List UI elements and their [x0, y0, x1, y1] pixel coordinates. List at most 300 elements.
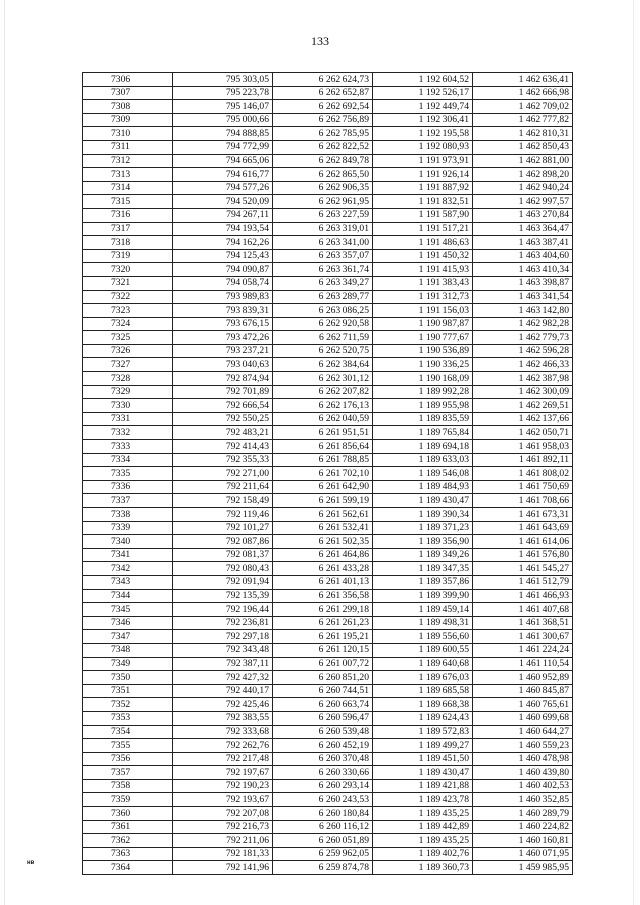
table-row	[83, 657, 573, 671]
x-coordinate-cell: 792 207,08	[173, 807, 273, 821]
x2-coordinate-cell: 1 189 349,26	[373, 548, 473, 562]
table-row	[83, 181, 573, 195]
y2-coordinate-cell: 1 461 576,80	[473, 548, 573, 562]
x2-coordinate-cell: 1 189 668,38	[373, 698, 473, 712]
x2-coordinate-cell: 1 189 633,03	[373, 453, 473, 467]
y-coordinate-cell: 6 262 849,78	[273, 154, 373, 168]
point-number-cell: 7314	[83, 181, 173, 195]
table-row	[83, 86, 573, 100]
point-number-cell: 7313	[83, 168, 173, 182]
y-coordinate-cell: 6 260 243,53	[273, 793, 373, 807]
table-row	[83, 562, 573, 576]
x-coordinate-cell: 792 333,68	[173, 725, 273, 739]
y2-coordinate-cell: 1 462 137,66	[473, 412, 573, 426]
y2-coordinate-cell: 1 461 643,69	[473, 521, 573, 535]
y2-coordinate-cell: 1 462 881,00	[473, 154, 573, 168]
y2-coordinate-cell: 1 461 708,66	[473, 494, 573, 508]
y2-coordinate-cell: 1 462 982,28	[473, 317, 573, 331]
point-number-cell: 7362	[83, 834, 173, 848]
point-number-cell: 7306	[83, 73, 173, 87]
x2-coordinate-cell: 1 190 777,67	[373, 331, 473, 345]
point-number-cell: 7312	[83, 154, 173, 168]
table-row	[83, 304, 573, 318]
table-row	[83, 616, 573, 630]
y2-coordinate-cell: 1 461 407,68	[473, 603, 573, 617]
x-coordinate-cell: 792 425,46	[173, 698, 273, 712]
table-row	[83, 344, 573, 358]
table-row	[83, 480, 573, 494]
point-number-cell: 7364	[83, 861, 173, 875]
x2-coordinate-cell: 1 189 430,47	[373, 766, 473, 780]
table-row	[83, 575, 573, 589]
x2-coordinate-cell: 1 189 546,08	[373, 467, 473, 481]
x2-coordinate-cell: 1 189 423,78	[373, 793, 473, 807]
point-number-cell: 7348	[83, 643, 173, 657]
x2-coordinate-cell: 1 189 676,03	[373, 671, 473, 685]
y2-coordinate-cell: 1 460 352,85	[473, 793, 573, 807]
y-coordinate-cell: 6 262 822,52	[273, 140, 373, 154]
y2-coordinate-cell: 1 463 410,34	[473, 263, 573, 277]
y-coordinate-cell: 6 260 180,84	[273, 807, 373, 821]
y2-coordinate-cell: 1 462 050,71	[473, 426, 573, 440]
x-coordinate-cell: 792 874,94	[173, 372, 273, 386]
x2-coordinate-cell: 1 189 357,86	[373, 575, 473, 589]
y-coordinate-cell: 6 261 562,61	[273, 508, 373, 522]
table-row	[83, 711, 573, 725]
x-coordinate-cell: 792 383,55	[173, 711, 273, 725]
y-coordinate-cell: 6 262 652,87	[273, 86, 373, 100]
y2-coordinate-cell: 1 460 845,87	[473, 684, 573, 698]
point-number-cell: 7354	[83, 725, 173, 739]
x2-coordinate-cell: 1 191 926,14	[373, 168, 473, 182]
footer-mark: нв	[27, 860, 35, 866]
x-coordinate-cell: 792 211,06	[173, 834, 273, 848]
x-coordinate-cell: 792 387,11	[173, 657, 273, 671]
x2-coordinate-cell: 1 191 587,90	[373, 208, 473, 222]
y2-coordinate-cell: 1 463 364,47	[473, 222, 573, 236]
point-number-cell: 7324	[83, 317, 173, 331]
y-coordinate-cell: 6 261 433,28	[273, 562, 373, 576]
x2-coordinate-cell: 1 191 832,51	[373, 195, 473, 209]
table-row	[83, 358, 573, 372]
point-number-cell: 7326	[83, 344, 173, 358]
y-coordinate-cell: 6 263 227,59	[273, 208, 373, 222]
table-row	[83, 426, 573, 440]
y-coordinate-cell: 6 262 711,59	[273, 331, 373, 345]
x2-coordinate-cell: 1 189 640,68	[373, 657, 473, 671]
x2-coordinate-cell: 1 189 955,98	[373, 399, 473, 413]
y2-coordinate-cell: 1 460 160,81	[473, 834, 573, 848]
y-coordinate-cell: 6 263 341,00	[273, 236, 373, 250]
y-coordinate-cell: 6 263 349,27	[273, 276, 373, 290]
table-row	[83, 208, 573, 222]
x-coordinate-cell: 792 343,48	[173, 643, 273, 657]
x-coordinate-cell: 792 211,64	[173, 480, 273, 494]
table-row	[83, 236, 573, 250]
table-row	[83, 766, 573, 780]
y2-coordinate-cell: 1 461 368,51	[473, 616, 573, 630]
point-number-cell: 7307	[83, 86, 173, 100]
page-right-edge	[633, 0, 634, 905]
y2-coordinate-cell: 1 460 439,80	[473, 766, 573, 780]
y2-coordinate-cell: 1 460 559,23	[473, 739, 573, 753]
x2-coordinate-cell: 1 192 449,74	[373, 100, 473, 114]
y2-coordinate-cell: 1 462 810,31	[473, 127, 573, 141]
y2-coordinate-cell: 1 460 478,98	[473, 752, 573, 766]
point-number-cell: 7347	[83, 630, 173, 644]
x-coordinate-cell: 795 223,78	[173, 86, 273, 100]
x-coordinate-cell: 794 577,26	[173, 181, 273, 195]
y2-coordinate-cell: 1 459 985,95	[473, 861, 573, 875]
x-coordinate-cell: 793 676,15	[173, 317, 273, 331]
x-coordinate-cell: 792 701,89	[173, 385, 273, 399]
table-row	[83, 412, 573, 426]
x-coordinate-cell: 792 217,48	[173, 752, 273, 766]
y-coordinate-cell: 6 261 120,15	[273, 643, 373, 657]
x2-coordinate-cell: 1 191 156,03	[373, 304, 473, 318]
x-coordinate-cell: 792 297,18	[173, 630, 273, 644]
point-number-cell: 7359	[83, 793, 173, 807]
point-number-cell: 7357	[83, 766, 173, 780]
table-row	[83, 630, 573, 644]
y-coordinate-cell: 6 262 756,89	[273, 113, 373, 127]
y-coordinate-cell: 6 262 624,73	[273, 73, 373, 87]
table-row	[83, 793, 573, 807]
y-coordinate-cell: 6 263 086,25	[273, 304, 373, 318]
x-coordinate-cell: 792 158,49	[173, 494, 273, 508]
x-coordinate-cell: 792 550,25	[173, 412, 273, 426]
table-row	[83, 643, 573, 657]
point-number-cell: 7363	[83, 847, 173, 861]
point-number-cell: 7340	[83, 535, 173, 549]
x2-coordinate-cell: 1 189 451,50	[373, 752, 473, 766]
point-number-cell: 7341	[83, 548, 173, 562]
x2-coordinate-cell: 1 189 390,34	[373, 508, 473, 522]
y2-coordinate-cell: 1 460 224,82	[473, 820, 573, 834]
x-coordinate-cell: 792 135,39	[173, 589, 273, 603]
point-number-cell: 7330	[83, 399, 173, 413]
x-coordinate-cell: 795 303,05	[173, 73, 273, 87]
y2-coordinate-cell: 1 460 644,27	[473, 725, 573, 739]
table-row	[83, 671, 573, 685]
x-coordinate-cell: 792 197,67	[173, 766, 273, 780]
x2-coordinate-cell: 1 189 499,27	[373, 739, 473, 753]
x2-coordinate-cell: 1 189 356,90	[373, 535, 473, 549]
x2-coordinate-cell: 1 192 306,41	[373, 113, 473, 127]
x2-coordinate-cell: 1 189 992,28	[373, 385, 473, 399]
x2-coordinate-cell: 1 189 624,43	[373, 711, 473, 725]
table-row	[83, 834, 573, 848]
y-coordinate-cell: 6 260 330,66	[273, 766, 373, 780]
x-coordinate-cell: 792 483,21	[173, 426, 273, 440]
point-number-cell: 7351	[83, 684, 173, 698]
x2-coordinate-cell: 1 189 399,90	[373, 589, 473, 603]
x-coordinate-cell: 795 000,66	[173, 113, 273, 127]
x2-coordinate-cell: 1 191 973,91	[373, 154, 473, 168]
y2-coordinate-cell: 1 461 750,69	[473, 480, 573, 494]
table-row	[83, 725, 573, 739]
point-number-cell: 7346	[83, 616, 173, 630]
y2-coordinate-cell: 1 460 071,95	[473, 847, 573, 861]
point-number-cell: 7332	[83, 426, 173, 440]
x2-coordinate-cell: 1 191 312,73	[373, 290, 473, 304]
y-coordinate-cell: 6 259 962,05	[273, 847, 373, 861]
table-row	[83, 684, 573, 698]
y-coordinate-cell: 6 261 299,18	[273, 603, 373, 617]
table-row	[83, 779, 573, 793]
y2-coordinate-cell: 1 463 270,84	[473, 208, 573, 222]
point-number-cell: 7360	[83, 807, 173, 821]
x-coordinate-cell: 792 193,67	[173, 793, 273, 807]
y2-coordinate-cell: 1 463 142,80	[473, 304, 573, 318]
x2-coordinate-cell: 1 191 383,43	[373, 276, 473, 290]
x2-coordinate-cell: 1 189 459,14	[373, 603, 473, 617]
page-number: 133	[311, 34, 329, 48]
x2-coordinate-cell: 1 191 450,32	[373, 249, 473, 263]
point-number-cell: 7309	[83, 113, 173, 127]
y-coordinate-cell: 6 263 319,01	[273, 222, 373, 236]
point-number-cell: 7325	[83, 331, 173, 345]
table-row	[83, 263, 573, 277]
point-number-cell: 7321	[83, 276, 173, 290]
x2-coordinate-cell: 1 190 168,09	[373, 372, 473, 386]
x-coordinate-cell: 795 146,07	[173, 100, 273, 114]
point-number-cell: 7308	[83, 100, 173, 114]
y-coordinate-cell: 6 261 702,10	[273, 467, 373, 481]
y-coordinate-cell: 6 259 874,78	[273, 861, 373, 875]
point-number-cell: 7358	[83, 779, 173, 793]
y2-coordinate-cell: 1 462 269,51	[473, 399, 573, 413]
point-number-cell: 7328	[83, 372, 173, 386]
x-coordinate-cell: 792 196,44	[173, 603, 273, 617]
x2-coordinate-cell: 1 189 694,18	[373, 440, 473, 454]
x-coordinate-cell: 792 101,27	[173, 521, 273, 535]
table-row	[83, 113, 573, 127]
x2-coordinate-cell: 1 189 430,47	[373, 494, 473, 508]
x2-coordinate-cell: 1 189 572,83	[373, 725, 473, 739]
y-coordinate-cell: 6 263 289,77	[273, 290, 373, 304]
point-number-cell: 7319	[83, 249, 173, 263]
x-coordinate-cell: 793 839,31	[173, 304, 273, 318]
point-number-cell: 7334	[83, 453, 173, 467]
point-number-cell: 7329	[83, 385, 173, 399]
x2-coordinate-cell: 1 189 402,76	[373, 847, 473, 861]
point-number-cell: 7315	[83, 195, 173, 209]
x2-coordinate-cell: 1 189 835,59	[373, 412, 473, 426]
x-coordinate-cell: 792 414,43	[173, 440, 273, 454]
table-row	[83, 739, 573, 753]
y2-coordinate-cell: 1 461 892,11	[473, 453, 573, 467]
table-row	[83, 807, 573, 821]
y-coordinate-cell: 6 260 851,20	[273, 671, 373, 685]
x-coordinate-cell: 794 125,43	[173, 249, 273, 263]
table-row	[83, 140, 573, 154]
point-number-cell: 7331	[83, 412, 173, 426]
x-coordinate-cell: 794 665,06	[173, 154, 273, 168]
point-number-cell: 7311	[83, 140, 173, 154]
y2-coordinate-cell: 1 462 777,82	[473, 113, 573, 127]
y2-coordinate-cell: 1 460 699,68	[473, 711, 573, 725]
table-row	[83, 385, 573, 399]
table-row	[83, 290, 573, 304]
y-coordinate-cell: 6 261 788,85	[273, 453, 373, 467]
x2-coordinate-cell: 1 192 195,58	[373, 127, 473, 141]
y-coordinate-cell: 6 262 692,54	[273, 100, 373, 114]
x2-coordinate-cell: 1 189 371,23	[373, 521, 473, 535]
point-number-cell: 7339	[83, 521, 173, 535]
y-coordinate-cell: 6 262 961,95	[273, 195, 373, 209]
y-coordinate-cell: 6 261 856,64	[273, 440, 373, 454]
table-row	[83, 317, 573, 331]
y-coordinate-cell: 6 262 384,64	[273, 358, 373, 372]
x-coordinate-cell: 794 616,77	[173, 168, 273, 182]
point-number-cell: 7323	[83, 304, 173, 318]
x-coordinate-cell: 792 081,37	[173, 548, 273, 562]
table-row	[83, 195, 573, 209]
point-number-cell: 7356	[83, 752, 173, 766]
y-coordinate-cell: 6 262 785,95	[273, 127, 373, 141]
y2-coordinate-cell: 1 460 952,89	[473, 671, 573, 685]
point-number-cell: 7353	[83, 711, 173, 725]
y-coordinate-cell: 6 261 261,23	[273, 616, 373, 630]
point-number-cell: 7316	[83, 208, 173, 222]
coordinates-table-body	[83, 73, 573, 875]
x2-coordinate-cell: 1 189 360,73	[373, 861, 473, 875]
y-coordinate-cell: 6 261 951,51	[273, 426, 373, 440]
y-coordinate-cell: 6 260 663,74	[273, 698, 373, 712]
x-coordinate-cell: 792 236,81	[173, 616, 273, 630]
x-coordinate-cell: 793 040,63	[173, 358, 273, 372]
point-number-cell: 7336	[83, 480, 173, 494]
table-row	[83, 100, 573, 114]
x-coordinate-cell: 793 989,83	[173, 290, 273, 304]
y-coordinate-cell: 6 260 452,19	[273, 739, 373, 753]
x-coordinate-cell: 792 141,96	[173, 861, 273, 875]
x-coordinate-cell: 792 271,00	[173, 467, 273, 481]
table-row	[83, 603, 573, 617]
y-coordinate-cell: 6 261 007,72	[273, 657, 373, 671]
point-number-cell: 7349	[83, 657, 173, 671]
y2-coordinate-cell: 1 460 402,53	[473, 779, 573, 793]
x2-coordinate-cell: 1 191 517,21	[373, 222, 473, 236]
point-number-cell: 7338	[83, 508, 173, 522]
x-coordinate-cell: 794 888,85	[173, 127, 273, 141]
x-coordinate-cell: 792 190,23	[173, 779, 273, 793]
y-coordinate-cell: 6 260 596,47	[273, 711, 373, 725]
x-coordinate-cell: 792 440,17	[173, 684, 273, 698]
point-number-cell: 7322	[83, 290, 173, 304]
y-coordinate-cell: 6 261 502,35	[273, 535, 373, 549]
point-number-cell: 7352	[83, 698, 173, 712]
x-coordinate-cell: 792 181,33	[173, 847, 273, 861]
y2-coordinate-cell: 1 461 224,24	[473, 643, 573, 657]
x-coordinate-cell: 792 427,32	[173, 671, 273, 685]
table-row	[83, 399, 573, 413]
x-coordinate-cell: 793 237,21	[173, 344, 273, 358]
x-coordinate-cell: 794 162,26	[173, 236, 273, 250]
y2-coordinate-cell: 1 462 466,33	[473, 358, 573, 372]
x-coordinate-cell: 794 520,09	[173, 195, 273, 209]
y2-coordinate-cell: 1 463 404,60	[473, 249, 573, 263]
table-row	[83, 222, 573, 236]
y2-coordinate-cell: 1 462 779,73	[473, 331, 573, 345]
x2-coordinate-cell: 1 192 080,93	[373, 140, 473, 154]
table-row	[83, 589, 573, 603]
table-row	[83, 535, 573, 549]
x-coordinate-cell: 792 216,73	[173, 820, 273, 834]
point-number-cell: 7344	[83, 589, 173, 603]
y-coordinate-cell: 6 262 040,59	[273, 412, 373, 426]
y2-coordinate-cell: 1 461 466,93	[473, 589, 573, 603]
table-row	[83, 861, 573, 875]
y2-coordinate-cell: 1 462 850,43	[473, 140, 573, 154]
table-row	[83, 548, 573, 562]
table-row	[83, 440, 573, 454]
x-coordinate-cell: 794 267,11	[173, 208, 273, 222]
table-row	[83, 698, 573, 712]
x-coordinate-cell: 794 772,99	[173, 140, 273, 154]
point-number-cell: 7350	[83, 671, 173, 685]
x-coordinate-cell: 792 087,86	[173, 535, 273, 549]
y-coordinate-cell: 6 261 464,86	[273, 548, 373, 562]
y-coordinate-cell: 6 262 920,58	[273, 317, 373, 331]
y2-coordinate-cell: 1 462 387,98	[473, 372, 573, 386]
x2-coordinate-cell: 1 192 526,17	[373, 86, 473, 100]
table-row	[83, 168, 573, 182]
x2-coordinate-cell: 1 189 600,55	[373, 643, 473, 657]
y2-coordinate-cell: 1 463 398,87	[473, 276, 573, 290]
table-row	[83, 820, 573, 834]
x2-coordinate-cell: 1 189 347,35	[373, 562, 473, 576]
table-row	[83, 276, 573, 290]
x2-coordinate-cell: 1 189 765,84	[373, 426, 473, 440]
y2-coordinate-cell: 1 460 289,79	[473, 807, 573, 821]
x2-coordinate-cell: 1 189 442,89	[373, 820, 473, 834]
table-row	[83, 73, 573, 87]
point-number-cell: 7317	[83, 222, 173, 236]
table-row	[83, 331, 573, 345]
y2-coordinate-cell: 1 462 666,98	[473, 86, 573, 100]
table-row	[83, 372, 573, 386]
x2-coordinate-cell: 1 191 415,93	[373, 263, 473, 277]
y-coordinate-cell: 6 262 906,35	[273, 181, 373, 195]
y-coordinate-cell: 6 261 401,13	[273, 575, 373, 589]
page-left-edge	[4, 0, 5, 905]
table-row	[83, 494, 573, 508]
x-coordinate-cell: 792 119,46	[173, 508, 273, 522]
x2-coordinate-cell: 1 191 887,92	[373, 181, 473, 195]
point-number-cell: 7342	[83, 562, 173, 576]
y2-coordinate-cell: 1 462 898,20	[473, 168, 573, 182]
x2-coordinate-cell: 1 189 685,58	[373, 684, 473, 698]
table-row	[83, 453, 573, 467]
x2-coordinate-cell: 1 189 556,60	[373, 630, 473, 644]
point-number-cell: 7345	[83, 603, 173, 617]
point-number-cell: 7337	[83, 494, 173, 508]
y2-coordinate-cell: 1 460 765,61	[473, 698, 573, 712]
x2-coordinate-cell: 1 190 536,89	[373, 344, 473, 358]
x2-coordinate-cell: 1 189 484,93	[373, 480, 473, 494]
y2-coordinate-cell: 1 463 387,41	[473, 236, 573, 250]
y2-coordinate-cell: 1 461 808,02	[473, 467, 573, 481]
x-coordinate-cell: 792 080,43	[173, 562, 273, 576]
y2-coordinate-cell: 1 461 512,79	[473, 575, 573, 589]
y-coordinate-cell: 6 260 051,89	[273, 834, 373, 848]
x-coordinate-cell: 794 193,54	[173, 222, 273, 236]
y2-coordinate-cell: 1 462 709,02	[473, 100, 573, 114]
y-coordinate-cell: 6 262 301,12	[273, 372, 373, 386]
table-row	[83, 752, 573, 766]
